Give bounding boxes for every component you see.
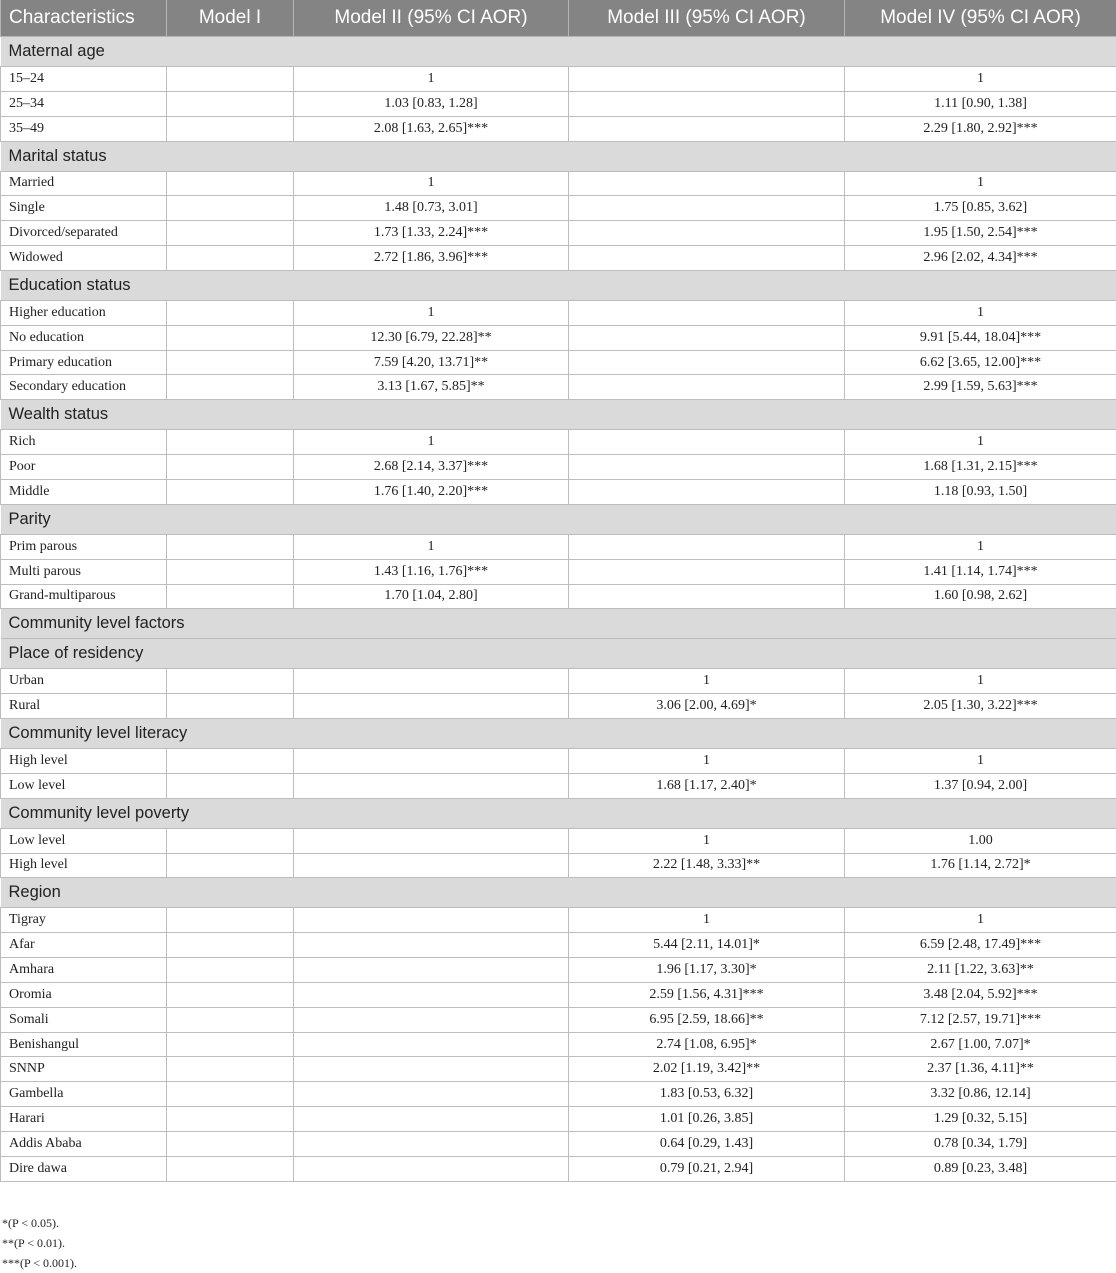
section-header-row <box>1 719 1116 749</box>
cell-m1 <box>167 246 294 271</box>
footnotes <box>2 1213 77 1273</box>
header-row <box>1 0 1116 37</box>
cell-m2: 2.68 [2.14, 3.37]*** <box>294 455 569 480</box>
section-title: Marital status <box>1 141 1116 171</box>
table-row <box>1 1057 1116 1082</box>
cell-m1 <box>167 196 294 221</box>
cell-m2: 1.48 [0.73, 3.01] <box>294 196 569 221</box>
section-title: Region <box>1 878 1116 908</box>
cell-m3 <box>569 350 845 375</box>
cell-m1 <box>167 325 294 350</box>
section-title: Parity <box>1 504 1116 534</box>
cell-m4: 1.29 [0.32, 5.15] <box>845 1107 1116 1132</box>
cell-m3 <box>569 196 845 221</box>
row-label: Divorced/separated <box>1 221 167 246</box>
cell-m4: 1.41 [1.14, 1.74]*** <box>845 559 1116 584</box>
cell-m1 <box>167 479 294 504</box>
table-row <box>1 584 1116 609</box>
cell-m2 <box>294 933 569 958</box>
table-row <box>1 1156 1116 1181</box>
row-label: Married <box>1 171 167 196</box>
section-header-row <box>1 639 1116 669</box>
row-label: Single <box>1 196 167 221</box>
cell-m3 <box>569 116 845 141</box>
row-label: Poor <box>1 455 167 480</box>
cell-m1 <box>167 430 294 455</box>
cell-m1 <box>167 171 294 196</box>
row-label: Amhara <box>1 958 167 983</box>
cell-m2: 1.73 [1.33, 2.24]*** <box>294 221 569 246</box>
cell-m1 <box>167 694 294 719</box>
row-label: Harari <box>1 1107 167 1132</box>
cell-m1 <box>167 116 294 141</box>
cell-m2: 1 <box>294 534 569 559</box>
cell-m2: 1 <box>294 171 569 196</box>
cell-m4: 7.12 [2.57, 19.71]*** <box>845 1007 1116 1032</box>
cell-m4: 9.91 [5.44, 18.04]*** <box>845 325 1116 350</box>
header-model-4: Model IV (95% CI AOR) <box>845 0 1116 37</box>
cell-m4: 3.48 [2.04, 5.92]*** <box>845 982 1116 1007</box>
cell-m2 <box>294 669 569 694</box>
cell-m1 <box>167 773 294 798</box>
table-row <box>1 1132 1116 1157</box>
section-header-row <box>1 878 1116 908</box>
cell-m4: 1 <box>845 67 1116 92</box>
cell-m2: 1 <box>294 67 569 92</box>
section-header-row <box>1 37 1116 67</box>
cell-m2 <box>294 908 569 933</box>
table-row <box>1 982 1116 1007</box>
cell-m3: 1.01 [0.26, 3.85] <box>569 1107 845 1132</box>
cell-m3: 1 <box>569 749 845 774</box>
footnote-stars: *** <box>2 1256 20 1270</box>
cell-m4: 2.99 [1.59, 5.63]*** <box>845 375 1116 400</box>
footnote-text: (P < 0.05). <box>8 1216 59 1230</box>
cell-m4: 6.59 [2.48, 17.49]*** <box>845 933 1116 958</box>
footnote-stars: ** <box>2 1236 14 1250</box>
row-label: High level <box>1 749 167 774</box>
cell-m4: 2.29 [1.80, 2.92]*** <box>845 116 1116 141</box>
section-title: Education status <box>1 270 1116 300</box>
cell-m2 <box>294 694 569 719</box>
cell-m2 <box>294 1007 569 1032</box>
table-row <box>1 1107 1116 1132</box>
cell-m3: 2.22 [1.48, 3.33]** <box>569 853 845 878</box>
cell-m2: 2.72 [1.86, 3.96]*** <box>294 246 569 271</box>
footnote-text: (P < 0.01). <box>14 1236 65 1250</box>
row-label: Primary education <box>1 350 167 375</box>
row-label: Rural <box>1 694 167 719</box>
cell-m2 <box>294 958 569 983</box>
cell-m1 <box>167 375 294 400</box>
section-header-row <box>1 141 1116 171</box>
cell-m1 <box>167 1057 294 1082</box>
cell-m1 <box>167 1156 294 1181</box>
cell-m1 <box>167 350 294 375</box>
cell-m2 <box>294 853 569 878</box>
cell-m4: 2.67 [1.00, 7.07]* <box>845 1032 1116 1057</box>
cell-m1 <box>167 828 294 853</box>
section-title: Community level poverty <box>1 798 1116 828</box>
table-row <box>1 559 1116 584</box>
cell-m1 <box>167 933 294 958</box>
section-title: Maternal age <box>1 37 1116 67</box>
table-row <box>1 1082 1116 1107</box>
table-body <box>1 37 1116 1182</box>
cell-m3 <box>569 67 845 92</box>
cell-m4: 1 <box>845 534 1116 559</box>
footnote <box>2 1233 77 1253</box>
table-row <box>1 455 1116 480</box>
section-title: Place of residency <box>1 639 1116 669</box>
cell-m4: 1.75 [0.85, 3.62] <box>845 196 1116 221</box>
cell-m3 <box>569 300 845 325</box>
row-label: Multi parous <box>1 559 167 584</box>
table-row <box>1 958 1116 983</box>
table-row <box>1 749 1116 774</box>
section-title: Wealth status <box>1 400 1116 430</box>
cell-m3: 2.74 [1.08, 6.95]* <box>569 1032 845 1057</box>
row-label: Secondary education <box>1 375 167 400</box>
section-header-row <box>1 609 1116 639</box>
cell-m4: 1 <box>845 908 1116 933</box>
cell-m1 <box>167 1082 294 1107</box>
cell-m1 <box>167 749 294 774</box>
row-label: SNNP <box>1 1057 167 1082</box>
cell-m3 <box>569 584 845 609</box>
cell-m3 <box>569 91 845 116</box>
table-row <box>1 300 1116 325</box>
cell-m4: 0.89 [0.23, 3.48] <box>845 1156 1116 1181</box>
footnote-text: (P < 0.001). <box>20 1256 77 1270</box>
row-label: High level <box>1 853 167 878</box>
cell-m4: 1.68 [1.31, 2.15]*** <box>845 455 1116 480</box>
section-header-row <box>1 400 1116 430</box>
table-row <box>1 196 1116 221</box>
cell-m2: 1.76 [1.40, 2.20]*** <box>294 479 569 504</box>
cell-m2 <box>294 1156 569 1181</box>
cell-m3 <box>569 246 845 271</box>
cell-m1 <box>167 221 294 246</box>
header-model-2: Model II (95% CI AOR) <box>294 0 569 37</box>
cell-m2 <box>294 749 569 774</box>
row-label: Grand-multiparous <box>1 584 167 609</box>
cell-m4: 1 <box>845 300 1116 325</box>
table-row <box>1 375 1116 400</box>
cell-m2: 1.70 [1.04, 2.80] <box>294 584 569 609</box>
table-row <box>1 221 1116 246</box>
table-row <box>1 67 1116 92</box>
cell-m3 <box>569 559 845 584</box>
table-row <box>1 479 1116 504</box>
cell-m1 <box>167 455 294 480</box>
row-label: Dire dawa <box>1 1156 167 1181</box>
table-row <box>1 430 1116 455</box>
footnote-stars: * <box>2 1216 8 1230</box>
cell-m2 <box>294 1132 569 1157</box>
cell-m1 <box>167 958 294 983</box>
row-label: Oromia <box>1 982 167 1007</box>
cell-m2: 1.43 [1.16, 1.76]*** <box>294 559 569 584</box>
cell-m2: 1 <box>294 430 569 455</box>
cell-m1 <box>167 67 294 92</box>
section-title: Community level literacy <box>1 719 1116 749</box>
cell-m4: 1 <box>845 430 1116 455</box>
table-row <box>1 908 1116 933</box>
cell-m1 <box>167 982 294 1007</box>
table-row <box>1 325 1116 350</box>
cell-m4: 2.37 [1.36, 4.11]** <box>845 1057 1116 1082</box>
row-label: 25–34 <box>1 91 167 116</box>
cell-m2 <box>294 1107 569 1132</box>
cell-m3: 2.59 [1.56, 4.31]*** <box>569 982 845 1007</box>
header-model-1: Model I <box>167 0 294 37</box>
cell-m2 <box>294 1032 569 1057</box>
cell-m4: 1.95 [1.50, 2.54]*** <box>845 221 1116 246</box>
table-row <box>1 1007 1116 1032</box>
table-row <box>1 171 1116 196</box>
cell-m2: 7.59 [4.20, 13.71]** <box>294 350 569 375</box>
cell-m3: 1 <box>569 828 845 853</box>
row-label: Urban <box>1 669 167 694</box>
cell-m3: 1 <box>569 669 845 694</box>
table-row <box>1 116 1116 141</box>
cell-m3: 2.02 [1.19, 3.42]** <box>569 1057 845 1082</box>
row-label: Benishangul <box>1 1032 167 1057</box>
row-label: Gambella <box>1 1082 167 1107</box>
cell-m3 <box>569 534 845 559</box>
table-row <box>1 350 1116 375</box>
table-row <box>1 828 1116 853</box>
cell-m4: 0.78 [0.34, 1.79] <box>845 1132 1116 1157</box>
cell-m3: 1.96 [1.17, 3.30]* <box>569 958 845 983</box>
cell-m3 <box>569 375 845 400</box>
cell-m3 <box>569 430 845 455</box>
cell-m2 <box>294 1082 569 1107</box>
table-row <box>1 853 1116 878</box>
cell-m3 <box>569 479 845 504</box>
cell-m2 <box>294 982 569 1007</box>
section-header-row <box>1 798 1116 828</box>
cell-m4: 1.76 [1.14, 2.72]* <box>845 853 1116 878</box>
table-row <box>1 246 1116 271</box>
row-label: Prim parous <box>1 534 167 559</box>
cell-m1 <box>167 853 294 878</box>
cell-m2: 2.08 [1.63, 2.65]*** <box>294 116 569 141</box>
cell-m2: 3.13 [1.67, 5.85]** <box>294 375 569 400</box>
cell-m3: 1.68 [1.17, 2.40]* <box>569 773 845 798</box>
cell-m2 <box>294 1057 569 1082</box>
cell-m3: 0.64 [0.29, 1.43] <box>569 1132 845 1157</box>
cell-m1 <box>167 669 294 694</box>
cell-m2: 1 <box>294 300 569 325</box>
cell-m4: 1 <box>845 669 1116 694</box>
cell-m3 <box>569 325 845 350</box>
section-header-row <box>1 270 1116 300</box>
row-label: Afar <box>1 933 167 958</box>
cell-m3: 5.44 [2.11, 14.01]* <box>569 933 845 958</box>
cell-m2: 12.30 [6.79, 22.28]** <box>294 325 569 350</box>
table-row <box>1 91 1116 116</box>
cell-m1 <box>167 1032 294 1057</box>
row-label: Widowed <box>1 246 167 271</box>
cell-m3: 6.95 [2.59, 18.66]** <box>569 1007 845 1032</box>
row-label: 15–24 <box>1 67 167 92</box>
cell-m4: 3.32 [0.86, 12.14] <box>845 1082 1116 1107</box>
cell-m3: 1 <box>569 908 845 933</box>
row-label: Somali <box>1 1007 167 1032</box>
cell-m4: 1.11 [0.90, 1.38] <box>845 91 1116 116</box>
row-label: Middle <box>1 479 167 504</box>
cell-m1 <box>167 584 294 609</box>
row-label: Low level <box>1 828 167 853</box>
row-label: No education <box>1 325 167 350</box>
cell-m3 <box>569 221 845 246</box>
cell-m4: 2.11 [1.22, 3.63]** <box>845 958 1116 983</box>
table-header <box>1 0 1116 37</box>
cell-m3: 0.79 [0.21, 2.94] <box>569 1156 845 1181</box>
cell-m3 <box>569 171 845 196</box>
cell-m1 <box>167 91 294 116</box>
table-row <box>1 534 1116 559</box>
row-label: Higher education <box>1 300 167 325</box>
cell-m4: 1.00 <box>845 828 1116 853</box>
section-header-row <box>1 504 1116 534</box>
cell-m2 <box>294 773 569 798</box>
table-row <box>1 1032 1116 1057</box>
cell-m1 <box>167 1007 294 1032</box>
cell-m1 <box>167 1132 294 1157</box>
table-row <box>1 773 1116 798</box>
table-row <box>1 933 1116 958</box>
cell-m2 <box>294 828 569 853</box>
cell-m1 <box>167 534 294 559</box>
footnote <box>2 1213 77 1233</box>
cell-m4: 2.05 [1.30, 3.22]*** <box>845 694 1116 719</box>
section-title: Community level factors <box>1 609 1116 639</box>
row-label: Addis Ababa <box>1 1132 167 1157</box>
footnote <box>2 1253 77 1273</box>
header-model-3: Model III (95% CI AOR) <box>569 0 845 37</box>
cell-m4: 1.60 [0.98, 2.62] <box>845 584 1116 609</box>
cell-m4: 2.96 [2.02, 4.34]*** <box>845 246 1116 271</box>
row-label: 35–49 <box>1 116 167 141</box>
cell-m1 <box>167 300 294 325</box>
row-label: Tigray <box>1 908 167 933</box>
cell-m3: 1.83 [0.53, 6.32] <box>569 1082 845 1107</box>
table-row <box>1 669 1116 694</box>
cell-m4: 1 <box>845 171 1116 196</box>
cell-m4: 1.37 [0.94, 2.00] <box>845 773 1116 798</box>
cell-m2: 1.03 [0.83, 1.28] <box>294 91 569 116</box>
row-label: Rich <box>1 430 167 455</box>
cell-m4: 1.18 [0.93, 1.50] <box>845 479 1116 504</box>
cell-m3 <box>569 455 845 480</box>
table-row <box>1 694 1116 719</box>
header-characteristics: Characteristics <box>1 0 167 37</box>
cell-m1 <box>167 908 294 933</box>
cell-m3: 3.06 [2.00, 4.69]* <box>569 694 845 719</box>
row-label: Low level <box>1 773 167 798</box>
cell-m1 <box>167 559 294 584</box>
cell-m4: 6.62 [3.65, 12.00]*** <box>845 350 1116 375</box>
cell-m4: 1 <box>845 749 1116 774</box>
cell-m1 <box>167 1107 294 1132</box>
